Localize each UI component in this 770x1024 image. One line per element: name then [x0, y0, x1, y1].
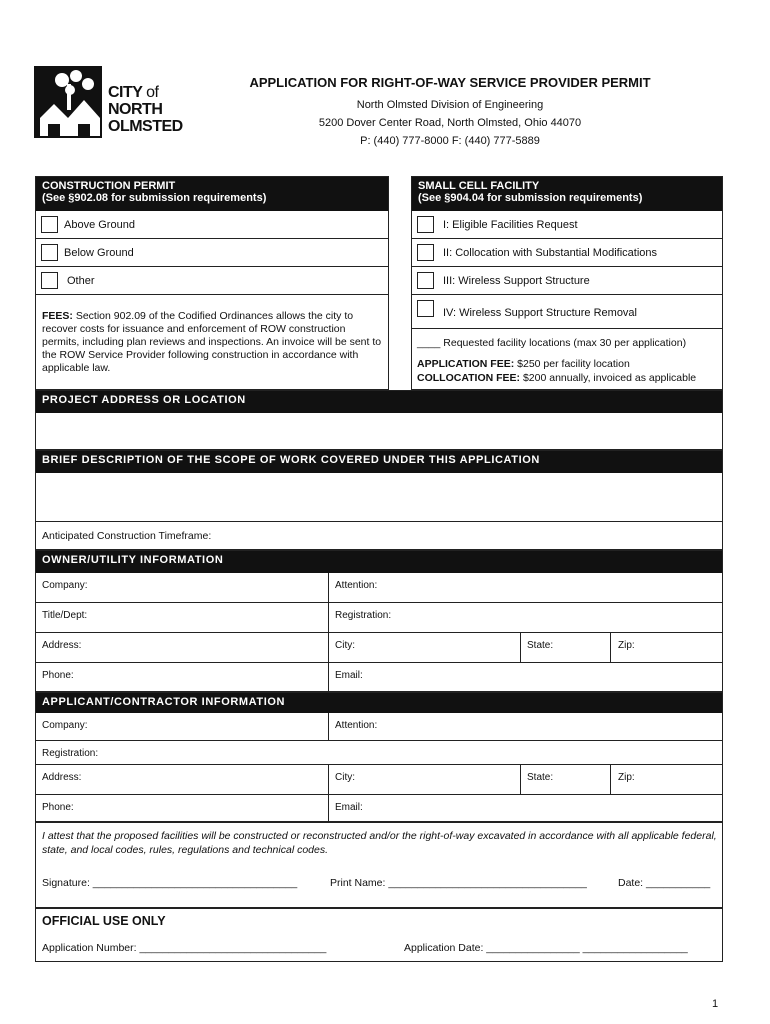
applicant-zip-field[interactable]: Zip: [618, 772, 635, 783]
applicant-attention-field[interactable]: Attention: [335, 720, 378, 731]
applicant-row-phone [36, 795, 722, 823]
small-cell-header: SMALL CELL FACILITY (See §904.04 for submission requirements) [412, 177, 722, 211]
city-logo [34, 66, 194, 142]
owner-row-title [36, 603, 722, 633]
official-use-title: OFFICIAL USE ONLY [42, 914, 166, 928]
owner-zip-field[interactable]: Zip: [618, 640, 635, 651]
applicant-section [35, 692, 723, 822]
owner-registration-field[interactable]: Registration: [335, 610, 392, 621]
official-use-section [35, 908, 723, 962]
owner-address-field[interactable]: Address: [42, 640, 82, 651]
other-label: Other [67, 275, 95, 287]
application-number-field[interactable]: Application Number: ________________________________ [42, 942, 327, 954]
requested-locations: ____ Requested facility locations (max 30 per application) [417, 337, 687, 349]
wireless-removal-label: IV: Wireless Support Structure Removal [443, 307, 637, 319]
application-fee: APPLICATION FEE: $250 per facility location [417, 358, 630, 370]
eligible-facilities-checkbox[interactable] [417, 216, 434, 233]
application-date-field[interactable]: Application Date: ________________ __________________ [404, 942, 688, 954]
print-name-field[interactable]: Print Name: __________________________________ [330, 877, 587, 889]
wireless-removal-checkbox[interactable] [417, 300, 434, 317]
collocation-checkbox[interactable] [417, 244, 434, 261]
option-collocation [412, 239, 722, 267]
owner-title-dept-field[interactable]: Title/Dept: [42, 610, 88, 621]
applicant-registration-field[interactable]: Registration: [42, 748, 99, 759]
owner-header: OWNER/UTILITY INFORMATION [36, 551, 722, 573]
construction-permit-header: CONSTRUCTION PERMIT (See §902.08 for submission requirements) [36, 177, 388, 211]
owner-attention-field[interactable]: Attention: [335, 580, 378, 591]
owner-section [35, 550, 723, 692]
attestation-text: I attest that the proposed facilities will be constructed or reconstructed and/or the right-of-way excavated in accordance with all applicable federal, state, and local codes, rules, regulations and technical codes. [42, 830, 717, 856]
applicant-row-registration [36, 741, 722, 765]
project-address-field[interactable] [36, 413, 722, 449]
owner-row-company [36, 573, 722, 603]
city-logo-text: CITY of NORTH OLMSTED [108, 84, 183, 135]
applicant-address-field[interactable]: Address: [42, 772, 82, 783]
scope-description-field[interactable] [36, 473, 722, 522]
wireless-support-checkbox[interactable] [417, 272, 434, 289]
applicant-company-field[interactable]: Company: [42, 720, 88, 731]
below-ground-checkbox[interactable] [41, 244, 58, 261]
project-address-section [35, 390, 723, 450]
fees-note: FEES: Section 902.09 of the Codified Ordinances allows the city to recover costs for issuance and enforcement of ROW construction permits, including plan reviews and inspections. An invoice will be sent to the ROW Service Provider following construction in accordance with applicable law. [42, 310, 382, 374]
owner-phone-field[interactable]: Phone: [42, 670, 74, 681]
option-wireless-support [412, 267, 722, 295]
option-below-ground [36, 239, 388, 267]
page-number: 1 [712, 998, 719, 1010]
collocation-fee: COLLOCATION FEE: $200 annually, invoiced as applicable [417, 372, 697, 384]
option-other [36, 267, 388, 295]
office-phone: P: (440) 777-8000 F: (440) 777-5889 [360, 135, 540, 147]
construction-permit-section [35, 176, 389, 390]
collocation-label: II: Collocation with Substantial Modifications [443, 247, 657, 259]
small-cell-section [411, 176, 723, 390]
owner-company-field[interactable]: Company: [42, 580, 88, 591]
project-address-header: PROJECT ADDRESS OR LOCATION [36, 391, 722, 413]
other-checkbox[interactable] [41, 272, 58, 289]
applicant-header: APPLICANT/CONTRACTOR INFORMATION [36, 693, 722, 713]
office-address: 5200 Dover Center Road, North Olmsted, Ohio 44070 [318, 117, 582, 129]
option-eligible-facilities [412, 211, 722, 239]
above-ground-label: Above Ground [64, 219, 135, 231]
option-wireless-removal [412, 295, 722, 329]
owner-state-field[interactable]: State: [527, 640, 554, 651]
eligible-facilities-label: I: Eligible Facilities Request [443, 219, 578, 231]
applicant-city-field[interactable]: City: [335, 772, 355, 783]
owner-city-field[interactable]: City: [335, 640, 355, 651]
applicant-row-company [36, 713, 722, 741]
timeframe-label: Anticipated Construction Timeframe: [42, 530, 212, 542]
city-logo-mark [34, 66, 102, 138]
applicant-state-field[interactable]: State: [527, 772, 554, 783]
scope-section [35, 450, 723, 550]
option-above-ground [36, 211, 388, 239]
above-ground-checkbox[interactable] [41, 216, 58, 233]
scope-header: BRIEF DESCRIPTION OF THE SCOPE OF WORK COVERED UNDER THIS APPLICATION [36, 451, 722, 473]
owner-row-address [36, 633, 722, 663]
applicant-email-field[interactable]: Email: [335, 802, 363, 813]
owner-row-phone [36, 663, 722, 693]
division-name: North Olmsted Division of Engineering [356, 99, 544, 111]
attestation-section [35, 822, 723, 908]
document-title: APPLICATION FOR RIGHT-OF-WAY SERVICE PROVIDER PERMIT [249, 75, 651, 90]
wireless-support-label: III: Wireless Support Structure [443, 275, 590, 287]
applicant-phone-field[interactable]: Phone: [42, 802, 74, 813]
applicant-row-address [36, 765, 722, 795]
owner-email-field[interactable]: Email: [335, 670, 363, 681]
date-field[interactable]: Date: ___________ [618, 877, 711, 889]
below-ground-label: Below Ground [64, 247, 134, 259]
signature-field[interactable]: Signature: ___________________________________ [42, 877, 298, 889]
